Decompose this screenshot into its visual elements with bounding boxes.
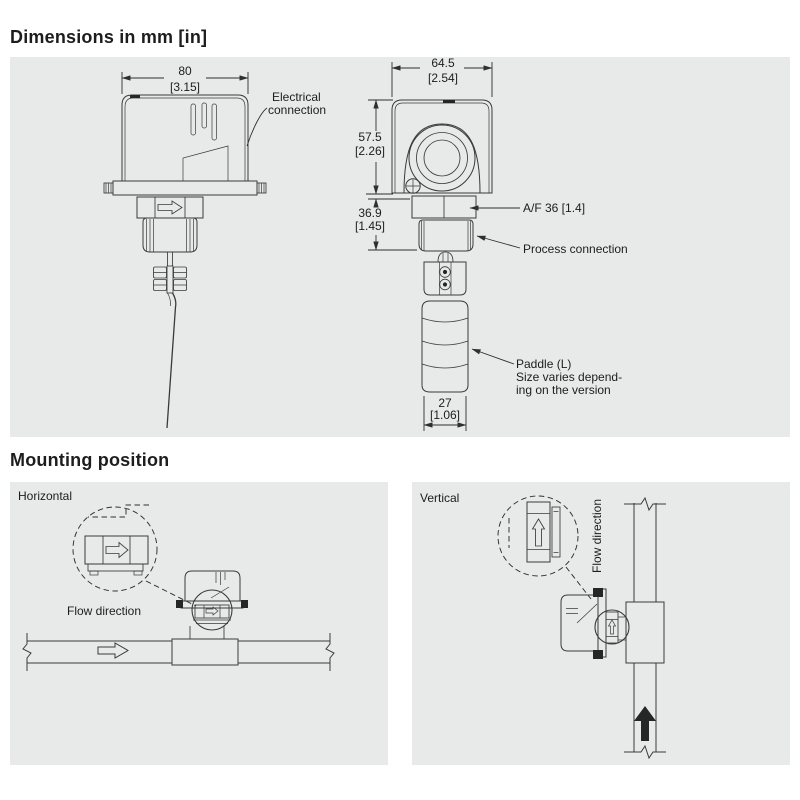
flange <box>113 181 257 195</box>
thread-side <box>143 218 197 252</box>
dimensions-heading: Dimensions in mm [in] <box>10 27 208 47</box>
horizontal-pipe <box>23 633 334 671</box>
detail-circle-horizontal <box>73 505 157 591</box>
paddle-blade-edge <box>167 293 176 428</box>
housing-front-outline <box>392 100 492 193</box>
vertical-flow-direction-label: Flow direction <box>590 498 604 574</box>
side-view-drawing <box>104 64 326 428</box>
side-width-mm: 80 <box>178 64 192 78</box>
housing-height-mm: 57.5 <box>358 130 382 144</box>
flow-arrow-icon <box>106 543 128 558</box>
electrical-connection-label <box>247 90 326 146</box>
conduit-boss <box>404 124 480 193</box>
dim-connection-height <box>355 199 417 250</box>
process-connection-text: Process connection <box>523 242 628 256</box>
pipe-break-left <box>23 633 31 671</box>
arrow-block-detail <box>192 590 232 630</box>
flow-arrow-block <box>137 197 203 218</box>
electrical-label-line1: Electrical <box>272 90 321 104</box>
vertical-mounting-panel <box>412 482 790 765</box>
paddle-label-line2: Size varies depend- <box>516 370 623 384</box>
vertical-label: Vertical <box>420 491 460 505</box>
horizontal-mounting-drawing <box>10 482 388 765</box>
flow-arrow-icon <box>533 519 545 546</box>
housing-height-in: [2.26] <box>354 144 386 158</box>
electrical-label-line2: connection <box>268 103 327 117</box>
dimensions-panel <box>10 57 790 437</box>
vent-slots <box>191 103 217 140</box>
dim-paddle-width <box>424 396 466 431</box>
paddle-width-mm: 27 <box>438 396 452 410</box>
flange-screw-left <box>104 183 113 193</box>
tee-fitting <box>172 639 238 665</box>
paddle-clamp-front <box>424 252 466 295</box>
pipe-break-top <box>624 498 666 510</box>
paddle <box>422 301 468 392</box>
connection-height-mm: 36.9 <box>358 206 382 220</box>
horizontal-mounting-panel <box>10 482 388 765</box>
flow-switch-vertical <box>561 588 629 659</box>
flow-arrow-icon <box>158 201 182 214</box>
cover-screw <box>406 179 420 193</box>
pipe-flow-arrow-icon <box>98 643 128 658</box>
paddle-label <box>472 349 622 397</box>
wrench-size-label <box>470 201 585 215</box>
detail-leader <box>146 581 196 606</box>
vertical-pipe <box>624 498 666 758</box>
thread-front <box>419 220 473 251</box>
wrench-size-text: A/F 36 [1.4] <box>523 201 586 215</box>
pipe-break-bottom <box>624 746 666 758</box>
dim-housing-height <box>355 100 393 194</box>
dim-side-width <box>122 64 248 94</box>
dimensions-drawing <box>10 57 790 437</box>
paddle-width-in: [1.06] <box>429 408 461 422</box>
detail-circle-vertical <box>498 496 578 576</box>
dim-front-width <box>392 57 492 97</box>
arrow-block-detail <box>595 610 629 644</box>
connection-height-in: [1.45] <box>354 219 386 233</box>
flow-switch-horizontal <box>176 571 248 639</box>
paddle-label-line3: ing on the version <box>516 383 611 397</box>
housing-outline <box>122 95 248 181</box>
pipe-flow-arrow-icon <box>634 706 656 741</box>
pipe-break-right <box>326 633 334 671</box>
mounting-heading: Mounting position <box>10 450 170 470</box>
hex-nut <box>412 196 476 218</box>
paddle-clamp-side <box>154 252 187 293</box>
flange-screw-right <box>257 183 266 193</box>
detail-leader <box>566 567 591 599</box>
housing-top-mark <box>130 95 140 98</box>
detail-indicator-circle <box>595 610 629 644</box>
front-width-mm: 64.5 <box>431 57 455 70</box>
tee-fitting <box>626 602 664 663</box>
horizontal-label: Horizontal <box>18 489 73 503</box>
process-connection-label <box>477 236 628 256</box>
vertical-mounting-drawing <box>412 482 790 765</box>
paddle-label-line1: Paddle (L) <box>516 357 572 371</box>
front-width-in: [2.54] <box>427 71 459 85</box>
flow-arrow-icon <box>609 620 616 634</box>
side-width-in: [3.15] <box>169 80 201 94</box>
front-view-drawing <box>355 57 628 431</box>
horizontal-flow-direction-label: Flow direction <box>67 604 142 618</box>
detail-indicator-circle <box>192 590 232 630</box>
